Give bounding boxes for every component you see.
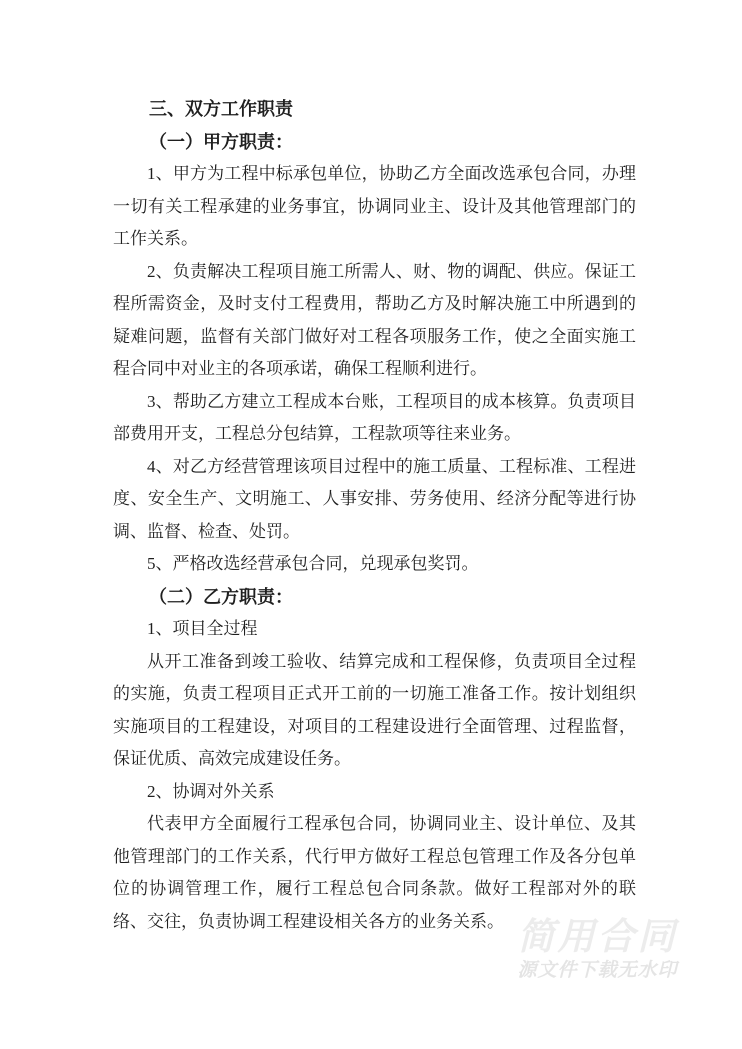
subsection-heading-party-a: （一）甲方职责：	[149, 131, 293, 152]
document-body	[113, 93, 636, 938]
party-b-item-1-title: 1、项目全过程	[147, 619, 258, 638]
party-a-paragraph-5: 5、严格改选经营承包合同，兑现承包奖罚。	[147, 554, 479, 573]
party-a-paragraph-1: 1、甲方为工程中标承包单位，协助乙方全面改选承包合同，办理一切有关工程承建的业务事宜，协调同业主、设计及其他管理部门的工作关系。	[113, 164, 636, 248]
watermark-title: 简用合同	[517, 916, 678, 957]
party-b-item-2-body: 代表甲方全面履行工程承包合同，协调同业主、设计单位、及其他管理部门的工作关系，代行甲方做好工程总包管理工作及各分包单位的协调管理工作，履行工程总包合同条款。做好工程部对外的联络、交往，负责协调工程建设相关各方的业务关系。	[113, 814, 636, 931]
party-b-item-1-body: 从开工准备到竣工验收、结算完成和工程保修，负责项目全过程的实施，负责工程项目正式开工前的一切施工准备工作。按计划组织实施项目的工程建设，对项目的工程建设进行全面管理、过程监督，保证优质、高效完成建设任务。	[113, 651, 636, 768]
party-a-paragraph-3: 3、帮助乙方建立工程成本台账，工程项目的成本核算。负责项目部费用开支，工程总分包结算，工程款项等往来业务。	[113, 391, 636, 443]
section-heading: 三、双方工作职责	[149, 99, 293, 119]
watermark-subtitle: 源文件下载无水印	[517, 960, 678, 981]
party-b-item-2-title: 2、协调对外关系	[147, 781, 275, 801]
party-a-paragraph-2: 2、负责解决工程项目施工所需人、财、物的调配、供应。保证工程所需资金，及时支付工程费用，帮助乙方及时解决施工中所遇到的疑难问题，监督有关部门做好对工程各项服务工作，使之全面实施工程合同中对业主的各项承诺，确保工程顺利进行。	[113, 261, 636, 378]
subsection-heading-party-b: （二）乙方职责：	[149, 586, 293, 607]
party-a-paragraph-4: 4、对乙方经营管理该项目过程中的施工质量、工程标准、工程进度、安全生产、文明施工、人事安排、劳务使用、经济分配等进行协调、监督、检查、处罚。	[113, 456, 636, 541]
